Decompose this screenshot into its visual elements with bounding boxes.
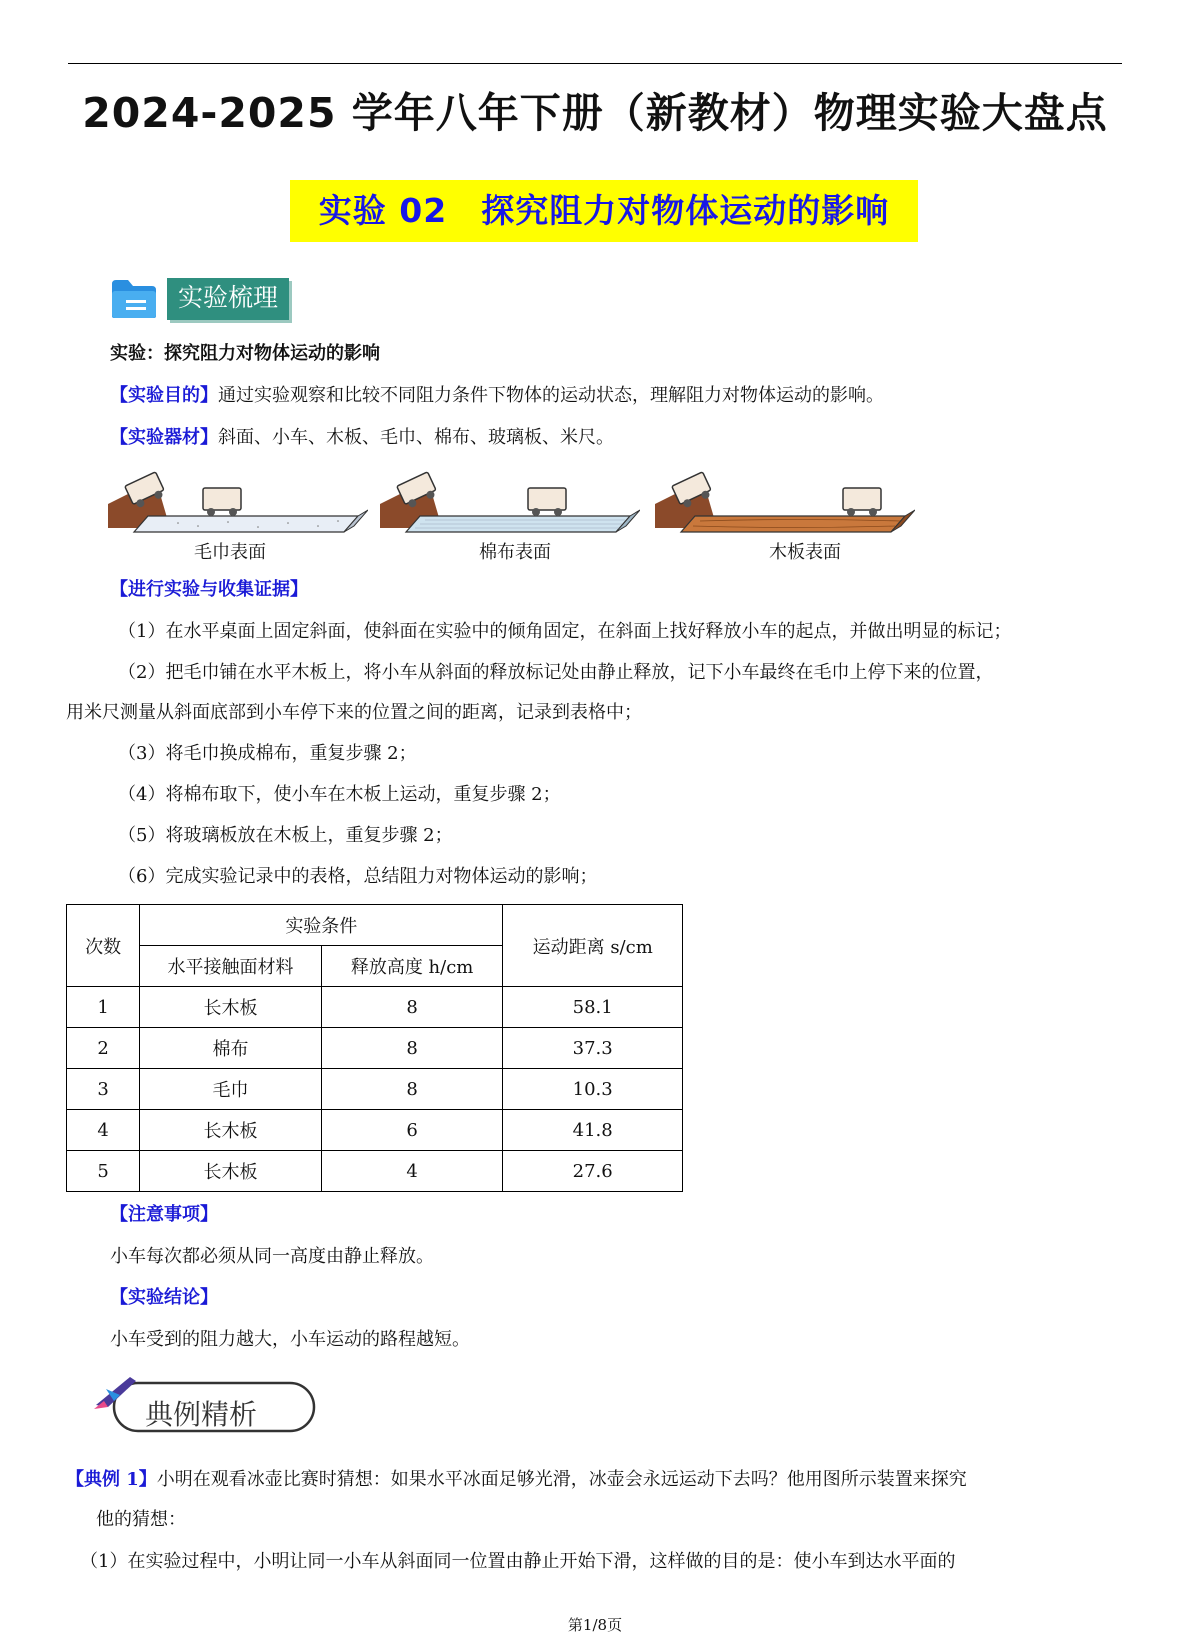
notes-tag: 【注意事项】 — [110, 1204, 218, 1225]
page-number: 第1/8页 — [567, 1616, 623, 1634]
header-material: 水平接触面材料 — [140, 946, 322, 987]
notes-text: 小车每次都必须从同一高度由静止释放。 — [110, 1246, 434, 1267]
cell-distance: 27.6 — [503, 1151, 683, 1192]
wood-surface-figure — [655, 468, 915, 536]
figure-caption-cotton: 棉布表面 — [479, 542, 551, 563]
example-text: 小明在观看冰壶比赛时猜想：如果水平冰面足够光滑，冰壶会永远运动下去吗？他用图所示装置来探究 — [156, 1469, 967, 1490]
cell-material: 毛巾 — [140, 1069, 322, 1110]
cell-material: 长木板 — [140, 1110, 322, 1151]
cell-index: 3 — [67, 1069, 140, 1110]
cell-index: 1 — [67, 987, 140, 1028]
cell-height: 8 — [321, 987, 503, 1028]
cell-distance: 10.3 — [503, 1069, 683, 1110]
figure-caption-wood: 木板表面 — [769, 542, 841, 563]
section-header-experiment: 实验梳理 — [167, 278, 289, 320]
header-index: 次数 — [67, 905, 140, 987]
cotton-surface-figure — [380, 468, 640, 536]
figure-caption-towel: 毛巾表面 — [194, 542, 266, 563]
example-line-3: （1）在实验过程中，小明让同一小车从斜面同一位置由静止开始下滑，这样做的目的是：使小车到达水平面的 — [80, 1551, 956, 1572]
top-rule — [68, 63, 1122, 64]
cell-height: 8 — [321, 1028, 503, 1069]
example-line-2: 他的猜想： — [96, 1509, 186, 1530]
conclusion-tag: 【实验结论】 — [110, 1287, 218, 1308]
step-1: （1）在水平桌面上固定斜面，使斜面在实验中的倾角固定，在斜面上找好释放小车的起点，并做出明显的标记； — [118, 621, 1012, 642]
step-4: （4）将棉布取下，使小车在木板上运动，重复步骤 2； — [118, 784, 561, 805]
header-distance: 运动距离 s/cm — [503, 905, 683, 987]
cell-material: 棉布 — [140, 1028, 322, 1069]
conclusion-text: 小车受到的阻力越大，小车运动的路程越短。 — [110, 1329, 470, 1350]
header-condition: 实验条件 — [140, 905, 503, 946]
data-table — [66, 904, 683, 1192]
header-height: 释放高度 h/cm — [321, 946, 503, 987]
equipment-text: 斜面、小车、木板、毛巾、棉布、玻璃板、米尺。 — [218, 427, 614, 448]
procedure-tag: 【进行实验与收集证据】 — [110, 579, 308, 600]
step-2: （2）把毛巾铺在水平木板上，将小车从斜面的释放标记处由静止释放，记下小车最终在毛巾上停下来的位置， — [118, 662, 994, 683]
step-3: （3）将毛巾换成棉布，重复步骤 2； — [118, 743, 417, 764]
folder-icon — [110, 278, 158, 320]
equipment-line — [110, 423, 614, 453]
cell-index: 5 — [67, 1151, 140, 1192]
table-row — [67, 1110, 683, 1151]
experiment-title: 实验 02 探究阻力对物体运动的影响 — [290, 180, 918, 242]
cell-height: 6 — [321, 1110, 503, 1151]
cell-height: 8 — [321, 1069, 503, 1110]
step-6: （6）完成实验记录中的表格，总结阻力对物体运动的影响； — [118, 866, 598, 887]
section-header-examples: 典例精析 — [145, 1398, 258, 1431]
cell-distance: 41.8 — [503, 1110, 683, 1151]
table-row — [67, 987, 683, 1028]
cell-distance: 58.1 — [503, 987, 683, 1028]
subtitle: 实验：探究阻力对物体运动的影响 — [110, 343, 380, 364]
equipment-tag: 【实验器材】 — [110, 427, 218, 448]
step-5: （5）将玻璃板放在木板上，重复步骤 2； — [118, 825, 453, 846]
example-line-1 — [66, 1465, 967, 1495]
purpose-text: 通过实验观察和比较不同阻力条件下物体的运动状态，理解阻力对物体运动的影响。 — [218, 385, 884, 406]
step-2-cont: 用米尺测量从斜面底部到小车停下来的位置之间的距离，记录到表格中； — [66, 702, 642, 723]
cell-index: 4 — [67, 1110, 140, 1151]
purpose-tag: 【实验目的】 — [110, 385, 218, 406]
example-tag: 【典例 1】 — [66, 1469, 157, 1490]
purpose-line — [110, 381, 884, 411]
table-row — [67, 1069, 683, 1110]
cell-height: 4 — [321, 1151, 503, 1192]
table-row — [67, 1028, 683, 1069]
table-row — [67, 1151, 683, 1192]
page-title: 2024-2025 学年八年下册（新教材）物理实验大盘点 — [82, 89, 1108, 137]
cell-index: 2 — [67, 1028, 140, 1069]
cell-material: 长木板 — [140, 1151, 322, 1192]
cell-distance: 37.3 — [503, 1028, 683, 1069]
towel-surface-figure — [108, 468, 368, 536]
cell-material: 长木板 — [140, 987, 322, 1028]
